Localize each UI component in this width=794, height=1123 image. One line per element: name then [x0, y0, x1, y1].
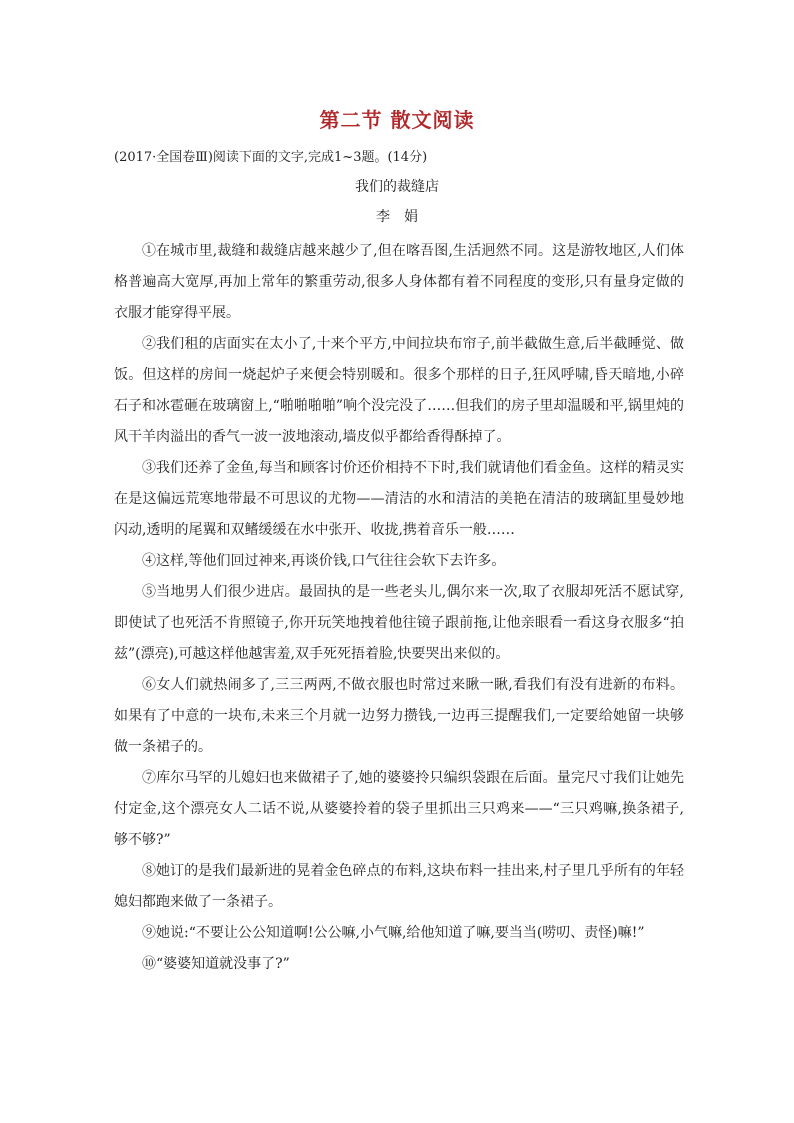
section-title: 第二节 散文阅读 [319, 108, 475, 132]
essay-title: 我们的裁缝店 [355, 179, 439, 195]
question-source-line: (2017·全国卷Ⅲ)阅读下面的文字,完成1~3题。(14分) [114, 150, 428, 165]
paragraph-5: ⑤当地男人们很少进店。最固执的是一些老头儿,偶尔来一次,取了衣服却死活不愿试穿,即使试了也死活不肯照镜子,你开玩笑地拽着他往镜子跟前拖,让他亲眼看一看这身衣服多“拍兹”(漂亮),可越这样他越害羞,双手死死捂着脸,快要哭出来似的。 [114, 584, 684, 662]
paragraph-9: ⑨她说:“不要让公公知道啊!公公嘛,小气嘛,给他知道了嘛,要当当(唠叨、责怪)嘛!” [142, 925, 645, 941]
paragraph-3: ③我们还养了金鱼,每当和顾客讨价还价相持不下时,我们就请他们看金鱼。这样的精灵实在是这偏远荒寒地带最不可思议的尤物——清洁的水和清洁的美艳在清洁的玻璃缸里曼妙地闪动,透明的尾翼和双鳍缓缓在水中张开、收拢,携着音乐一般…… [114, 460, 684, 538]
paragraph-7: ⑦库尔马罕的儿媳妇也来做裙子了,她的婆婆拎只编织袋跟在后面。量完尺寸我们让她先付定金,这个漂亮女人二话不说,从婆婆拎着的袋子里抓出三只鸡来——“三只鸡嘛,换条裙子,够不够?” [114, 770, 684, 848]
paragraph-2: ②我们租的店面实在太小了,十来个平方,中间拉块布帘子,前半截做生意,后半截睡觉、做饭。但这样的房间一烧起炉子来便会特别暖和。很多个那样的日子,狂风呼啸,昏天暗地,小碎石子和冰雹砸在玻璃窗上,“啪啪啪啪”响个没完没了……但我们的房子里却温暖和平,锅里炖的风干羊肉溢出的香气一波一波地滚动,墙皮似乎都给香得酥掉了。 [114, 336, 684, 445]
paragraph-8: ⑧她订的是我们最新进的晃着金色碎点的布料,这块布料一挂出来,村子里几乎所有的年轻媳妇都跑来做了一条裙子。 [114, 863, 684, 910]
essay-author: 李娟 [376, 209, 432, 225]
paragraph-4: ④这样,等他们回过神来,再谈价钱,口气往往会软下去许多。 [142, 553, 506, 569]
essay-body [114, 236, 684, 980]
paragraph-6: ⑥女人们就热闹多了,三三两两,不做衣服也时常过来瞅一瞅,看我们有没有进新的布料。如果有了中意的一块布,未来三个月就一边努力攒钱,一边再三提醒我们,一定要给她留一块够做一条裙子的。 [114, 677, 684, 755]
paragraph-10: ⑩“婆婆知道就没事了?” [142, 956, 290, 972]
paragraph-1: ①在城市里,裁缝和裁缝店越来越少了,但在喀吾图,生活迥然不同。这是游牧地区,人们体格普遍高大宽厚,再加上常年的繁重劳动,很多人身体都有着不同程度的变形,只有量身定做的衣服才能穿得平展。 [114, 243, 684, 321]
